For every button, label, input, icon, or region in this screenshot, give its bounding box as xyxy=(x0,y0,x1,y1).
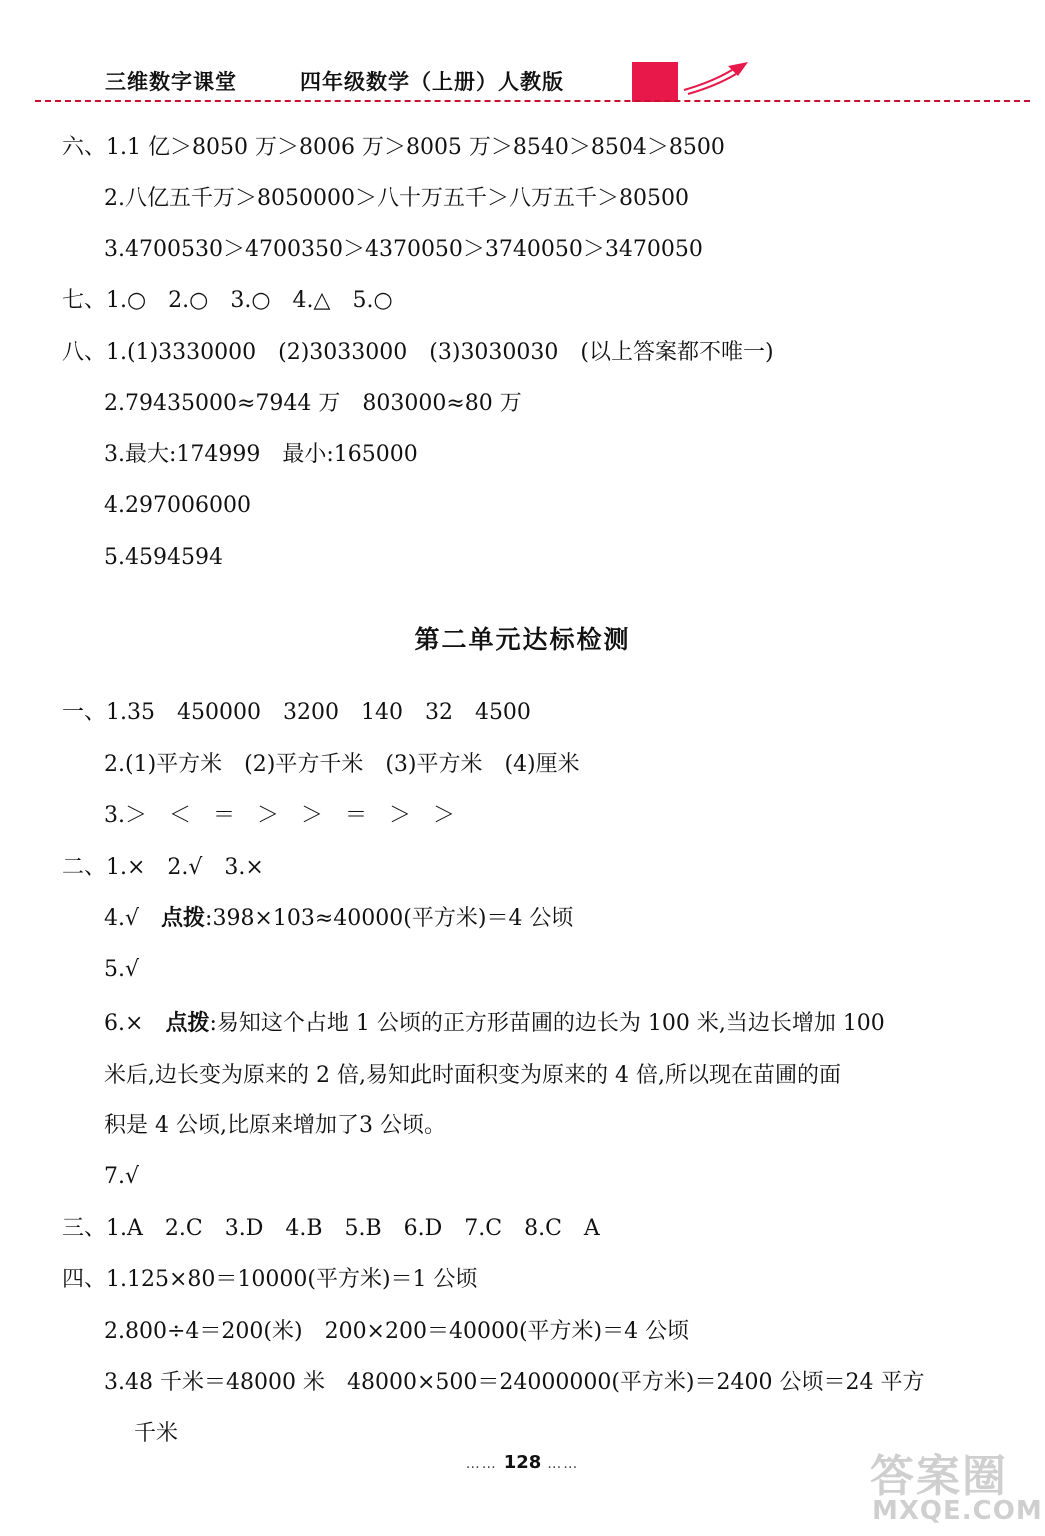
hint-text: :易知这个占地 1 公顷的正方形苗圃的边长为 100 米,当边长增加 100 xyxy=(209,1011,885,1036)
answer-line: 积是 4 公顷,比原来增加了3 公顷。 xyxy=(104,1113,446,1138)
answer-line: 5.√ xyxy=(104,957,140,982)
hint-label: 点拨 xyxy=(165,1011,210,1036)
answer-line: 4.297006000 xyxy=(104,493,251,518)
book-title: 四年级数学（上册）人教版 xyxy=(300,70,564,94)
answer-line: 八、1.(1)3330000 (2)3033000 (3)3030030 (以上答案都不唯一) xyxy=(62,340,774,365)
answer-prefix: 4.√ xyxy=(104,906,162,931)
answer-line: 千米 xyxy=(134,1421,179,1446)
answer-line: 米后,边长变为原来的 2 倍,易知此时面积变为原来的 4 倍,所以现在苗圃的面 xyxy=(104,1063,841,1088)
footer-dots: …… xyxy=(547,1456,580,1472)
page-header xyxy=(0,0,1045,110)
answer-line: 3.4700530＞4700350＞4370050＞3740050＞3470050 xyxy=(104,237,703,262)
answer-line: 2.(1)平方米 (2)平方千米 (3)平方米 (4)厘米 xyxy=(104,752,580,777)
answer-line: 2.800÷4＝200(米) 200×200＝40000(平方米)＝4 公顷 xyxy=(104,1319,690,1344)
page-number: 128 xyxy=(503,1452,542,1473)
hint-label: 点拨 xyxy=(161,906,206,931)
answer-line: 3.48 千米＝48000 米 48000×500＝24000000(平方米)＝2400 公顷＝24 平方 xyxy=(104,1370,925,1395)
answer-line: 六、1.1 亿＞8050 万＞8006 万＞8005 万＞8540＞8504＞8500 xyxy=(62,135,725,160)
footer-dots: …… xyxy=(465,1456,498,1472)
series-title: 三维数字课堂 xyxy=(105,70,237,94)
watermark-text: 答案圈 xyxy=(870,1451,1008,1502)
hint-text: :398×103≈40000(平方米)＝4 公顷 xyxy=(205,906,574,931)
section-title: 第二单元达标检测 xyxy=(414,625,631,654)
answer-line: 一、1.35 450000 3200 140 32 4500 xyxy=(62,700,531,725)
answer-line: 2.八亿五千万＞8050000＞八十万五千＞八万五千＞80500 xyxy=(104,186,689,211)
answer-line: 2.79435000≈7944 万 803000≈80 万 xyxy=(104,391,522,416)
answer-line: 三、1.A 2.C 3.D 4.B 5.B 6.D 7.C 8.C A xyxy=(62,1216,600,1241)
answer-line: 5.4594594 xyxy=(104,545,223,570)
answer-line xyxy=(104,905,573,933)
answer-line: 四、1.125×80＝10000(平方米)＝1 公顷 xyxy=(62,1267,478,1292)
answer-prefix: 6.× xyxy=(104,1011,166,1036)
rocket-icon xyxy=(632,60,752,104)
watermark xyxy=(860,1440,1043,1532)
watermark-url: MXQE.COM xyxy=(872,1496,1043,1526)
answer-line: 二、1.× 2.√ 3.× xyxy=(62,855,264,880)
answer-line: 七、1.○ 2.○ 3.○ 4.△ 5.○ xyxy=(62,288,393,313)
answer-line: 3.最大:174999 最小:165000 xyxy=(104,442,418,467)
answer-line xyxy=(104,1010,885,1038)
answer-line: 7.√ xyxy=(104,1164,140,1189)
answer-line: 3.＞ ＜ ＝ ＞ ＞ ＝ ＞ ＞ xyxy=(104,803,455,828)
header-divider xyxy=(35,100,1030,102)
